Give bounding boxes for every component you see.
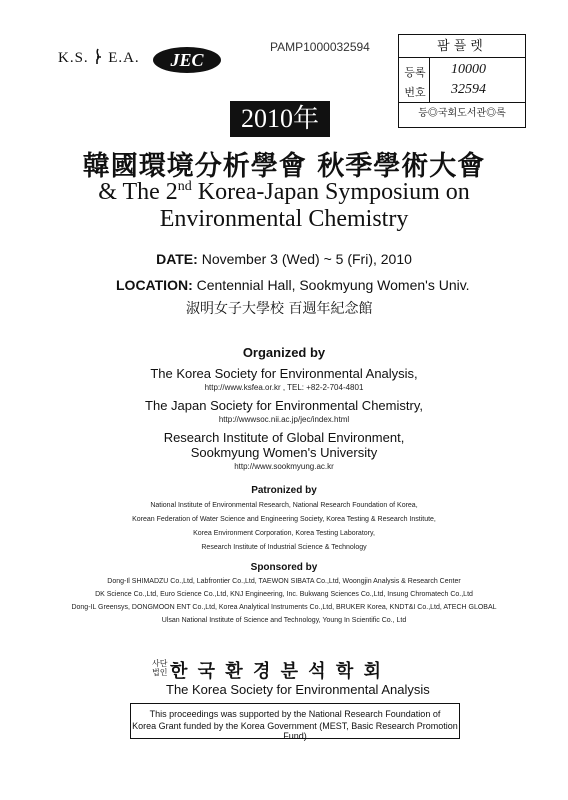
ksfea-logo	[58, 48, 140, 67]
date-label: DATE:	[156, 251, 198, 267]
stamp-value-num: 32594	[451, 82, 486, 97]
organizer-1: The Korea Society for Environmental Analysis,	[150, 366, 418, 381]
patron-line: Korean Federation of Water Science and Engineering Society, Korea Testing & Research Institute,	[132, 516, 436, 523]
stamp-label-reg: 등록	[404, 67, 426, 79]
society-prefix-top: 사단	[152, 659, 168, 668]
location-line	[116, 277, 470, 293]
organizer-3-url: http://www.sookmyung.ac.kr	[234, 462, 334, 471]
organizer-3-line1: Research Institute of Global Environment,	[163, 430, 405, 445]
ksfea-logo-text: K.S.	[58, 50, 89, 66]
organizer-2-url: http://wwwsoc.nii.ac.jp/jec/index.html	[218, 415, 350, 424]
english-title-line1	[0, 179, 568, 206]
stamp-label-num: 번호	[404, 87, 426, 99]
location-cjk: 淑明女子大學校 百週年紀念館	[186, 301, 373, 317]
stamp-divider	[429, 58, 430, 102]
stamp-value-reg: 10000	[451, 62, 486, 77]
ksfea-logo-tail: E.A.	[108, 50, 140, 66]
title-sup: nd	[177, 179, 192, 194]
location-value: Centennial Hall, Sookmyung Women's Univ.	[192, 277, 470, 293]
patron-line: Korea Environment Corporation, Korea Testing Laboratory,	[193, 530, 375, 537]
sponsored-heading: Sponsored by	[250, 562, 318, 573]
organizer-2: The Japan Society for Environmental Chemistry,	[145, 398, 423, 413]
jec-logo-text: JEC	[170, 50, 204, 70]
flame-icon	[93, 48, 103, 64]
cjk-title: 韓國環境分析學會 秋季學術大會	[82, 151, 486, 182]
society-english-name: The Korea Society for Environmental Analysis	[166, 682, 430, 697]
sponsor-line: Dong-Il SHIMADZU Co.,Ltd, Labfrontier Co.,Ltd, TAEWON SIBATA Co.,Ltd, Woongjin Analysis & Research Center	[107, 578, 461, 585]
organized-heading: Organized by	[242, 345, 326, 360]
patronized-heading: Patronized by	[251, 485, 317, 496]
library-stamp	[398, 34, 526, 128]
location-label: LOCATION:	[116, 277, 193, 293]
document-id: PAMP1000032594	[270, 40, 370, 54]
date-line	[0, 251, 568, 267]
patron-line: Research Institute of Industrial Science & Technology	[201, 544, 367, 551]
support-line-2: Korea Grant funded by the Korea Government (MEST, Basic Research Promotion Fund)	[132, 721, 458, 741]
society-prefix-bottom: 법인	[152, 668, 168, 677]
english-title-line2: Environmental Chemistry	[159, 206, 409, 232]
stamp-title: 팜플렛	[399, 35, 525, 58]
title-suffix: Korea-Japan Symposium on	[191, 179, 470, 205]
sponsor-line: Dong-IL Greensys, DONGMOON ENT Co.,Ltd, Korea Analytical Instruments Co.,Ltd, BRUKER Korea, KNDT&I Co.,Ltd, ATECH GLOBAL	[71, 604, 497, 611]
patron-line: National Institute of Environmental Research, National Research Foundation of Korea,	[150, 502, 418, 509]
title-prefix: & The 2	[98, 179, 178, 205]
society-korean-name: 한 국 환 경 분 석 학 회	[170, 661, 383, 682]
jec-logo-icon	[152, 46, 222, 74]
stamp-registration-box	[399, 58, 525, 103]
stamp-footer: 등◎국회도서관◎록	[418, 108, 506, 119]
date-value: November 3 (Wed) ~ 5 (Fri), 2010	[197, 251, 412, 267]
sponsor-line: Ulsan National Institute of Science and Technology, Young In Scientific Co., Ltd	[161, 617, 407, 624]
year-badge: 2010年	[230, 101, 330, 137]
organizer-1-url: http://www.ksfea.or.kr , TEL: +82-2-704-4801	[204, 383, 364, 392]
support-line-1: This proceedings was supported by the National Research Foundation of	[149, 709, 441, 719]
sponsor-line: DK Science Co.,Ltd, Euro Science Co.,Ltd, KNJ Engineering, Inc. Bukwang Sciences Co.,Ltd, Insung Chromatech Co.,Ltd	[95, 591, 473, 598]
organizer-3-line2: Sookmyung Women's University	[190, 445, 378, 460]
society-prefix	[152, 659, 167, 677]
